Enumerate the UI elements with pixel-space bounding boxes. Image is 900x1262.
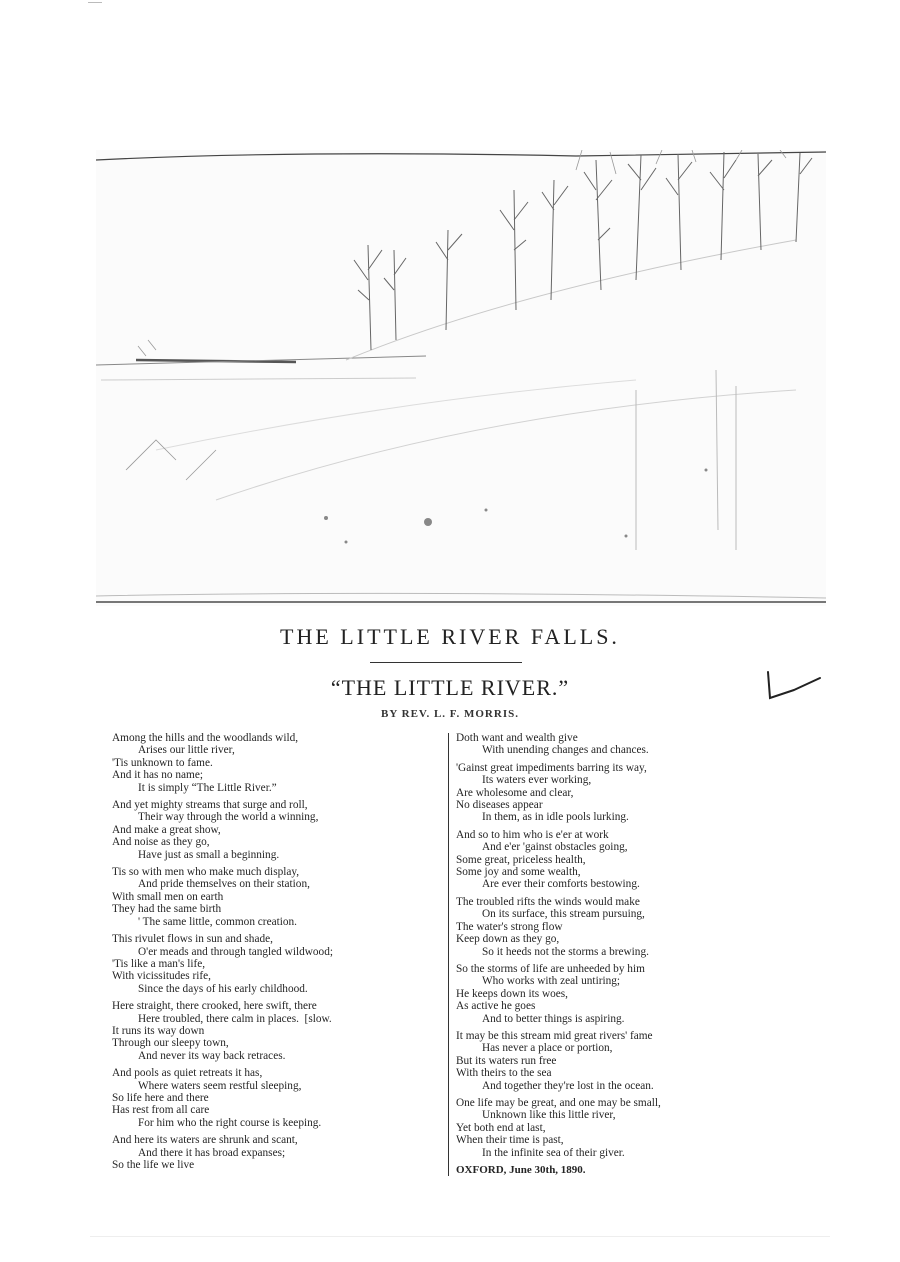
poem-line: And make a great show, <box>112 823 221 836</box>
stanza <box>456 896 786 958</box>
poem-line: And to better things is aspiring. <box>482 1012 625 1025</box>
poem-line: Has never a place or portion, <box>482 1042 613 1055</box>
column-divider <box>448 733 449 1176</box>
poem-line: Their way through the world a winning, <box>138 811 319 824</box>
poem-line: One life may be great, and one may be small, <box>456 1096 661 1109</box>
winter-river-illustration <box>96 150 826 606</box>
poem-line: It is simply “The Little River.” <box>138 781 277 794</box>
poem-line: And together they're lost in the ocean. <box>482 1079 654 1092</box>
poem-line: Its waters ever working, <box>482 774 592 787</box>
poem-line: Among the hills and the woodlands wild, <box>112 732 299 744</box>
poem-line: And never its way back retraces. <box>138 1049 286 1062</box>
title-rule <box>370 662 522 663</box>
poem-line: Through our sleepy town, <box>112 1037 229 1050</box>
poem-left-column <box>112 732 447 1176</box>
stanza <box>456 963 786 1025</box>
poem-line: In them, as in idle pools lurking. <box>482 811 629 824</box>
poem-line: It runs its way down <box>112 1024 205 1037</box>
stanza <box>456 1030 786 1092</box>
poem-line: On its surface, this stream pursuing, <box>482 908 645 921</box>
scan-bottom-mark <box>90 1236 830 1237</box>
stanza <box>456 1097 786 1159</box>
scan-edge-mark <box>88 2 102 3</box>
poem-line: For him who the right course is keeping. <box>138 1116 322 1129</box>
poem-line: With vicissitudes rife, <box>112 970 212 983</box>
stanza <box>112 933 447 995</box>
poem-line: Are ever their comforts bestowing. <box>482 878 640 891</box>
stanza <box>456 732 786 757</box>
poem-line: And it has no name; <box>112 769 203 782</box>
poem-line: Some great, priceless health, <box>456 853 586 866</box>
poem-line: This rivulet flows in sun and shade, <box>112 933 273 946</box>
poem-line: So life here and there <box>112 1091 209 1104</box>
poem-line: O'er meads and through tangled wildwood; <box>138 945 333 958</box>
poem-line: 'Gainst great impediments barring its way, <box>456 761 647 774</box>
poem-line: They had the same birth <box>112 903 222 916</box>
poem-line: Here troubled, there calm in places. [slow. <box>138 1012 332 1025</box>
poem-line: And so to him who is e'er at work <box>456 828 609 841</box>
poem-line: And e'er 'gainst obstacles going, <box>482 841 628 854</box>
poem-line: So the life we live <box>112 1159 195 1171</box>
poem-line: Since the days of his early childhood. <box>138 982 308 995</box>
stanza <box>456 829 786 891</box>
poem-line: Some joy and some wealth, <box>456 866 581 879</box>
stanza <box>112 1067 447 1129</box>
poem-line: Where waters seem restful sleeping, <box>138 1079 302 1092</box>
poem-line: But its waters run free <box>456 1054 557 1067</box>
poem-line: With unending changes and chances. <box>482 744 649 757</box>
poem-line: With theirs to the sea <box>456 1067 552 1080</box>
poem-line: And pools as quiet retreats it has, <box>112 1067 263 1080</box>
poem-line: And here its waters are shrunk and scant, <box>112 1134 298 1147</box>
poem-line: He keeps down its woes, <box>456 987 569 1000</box>
poem-title: “THE LITTLE RIVER.” <box>330 675 570 700</box>
poem-line: Who works with zeal untiring; <box>482 975 621 988</box>
poem-line: As active he goes <box>456 1000 536 1013</box>
poem-line: Are wholesome and clear, <box>456 786 574 799</box>
poem-line: Have just as small a beginning. <box>138 848 280 861</box>
byline: BY REV. L. F. MORRIS. <box>381 708 519 720</box>
poem-line: When their time is past, <box>456 1134 564 1147</box>
poem-line: 'Tis like a man's life, <box>112 957 206 970</box>
pen-checkmark <box>760 668 824 702</box>
poem-line: Arises our little river, <box>138 744 235 757</box>
stanza <box>112 1000 447 1062</box>
poem-line: 'Tis unknown to fame. <box>112 756 213 769</box>
poem-line: And yet mighty streams that surge and roll, <box>112 799 308 812</box>
poem-line: Keep down as they go, <box>456 933 560 946</box>
stanza <box>456 762 786 824</box>
poem-line: Yet both end at last, <box>456 1121 546 1134</box>
stanza <box>112 732 447 794</box>
poem-line: Here straight, there crooked, here swift, there <box>112 1000 317 1013</box>
poem-line: In the infinite sea of their giver. <box>482 1146 625 1159</box>
stanza <box>112 1134 447 1171</box>
poem-line: And pride themselves on their station, <box>138 878 310 891</box>
poem-line: So the storms of life are unheeded by him <box>456 962 645 975</box>
poem-line: ' The same little, common creation. <box>138 915 297 928</box>
poem-line: And there it has broad expanses; <box>138 1146 286 1159</box>
poem-line: And noise as they go, <box>112 836 210 849</box>
poem-line: The water's strong flow <box>456 920 563 933</box>
poem-line: Doth want and wealth give <box>456 732 578 744</box>
poem-line: No diseases appear <box>456 799 543 812</box>
stanza <box>112 866 447 928</box>
headline: THE LITTLE RIVER FALLS. <box>280 624 620 649</box>
dateline: OXFORD, June 30th, 1890. <box>456 1164 586 1176</box>
poem-line: With small men on earth <box>112 890 224 903</box>
poem-line: So it heeds not the storms a brewing. <box>482 945 649 958</box>
stanza <box>112 799 447 861</box>
river-photograph <box>96 150 826 606</box>
poem-right-column <box>456 732 786 1176</box>
poem-line: Tis so with men who make much display, <box>112 866 300 879</box>
poem-line: It may be this stream mid great rivers' fame <box>456 1029 653 1042</box>
poem-line: Unknown like this little river, <box>482 1109 616 1122</box>
poem-line: The troubled rifts the winds would make <box>456 895 640 908</box>
poem-line: Has rest from all care <box>112 1104 210 1117</box>
